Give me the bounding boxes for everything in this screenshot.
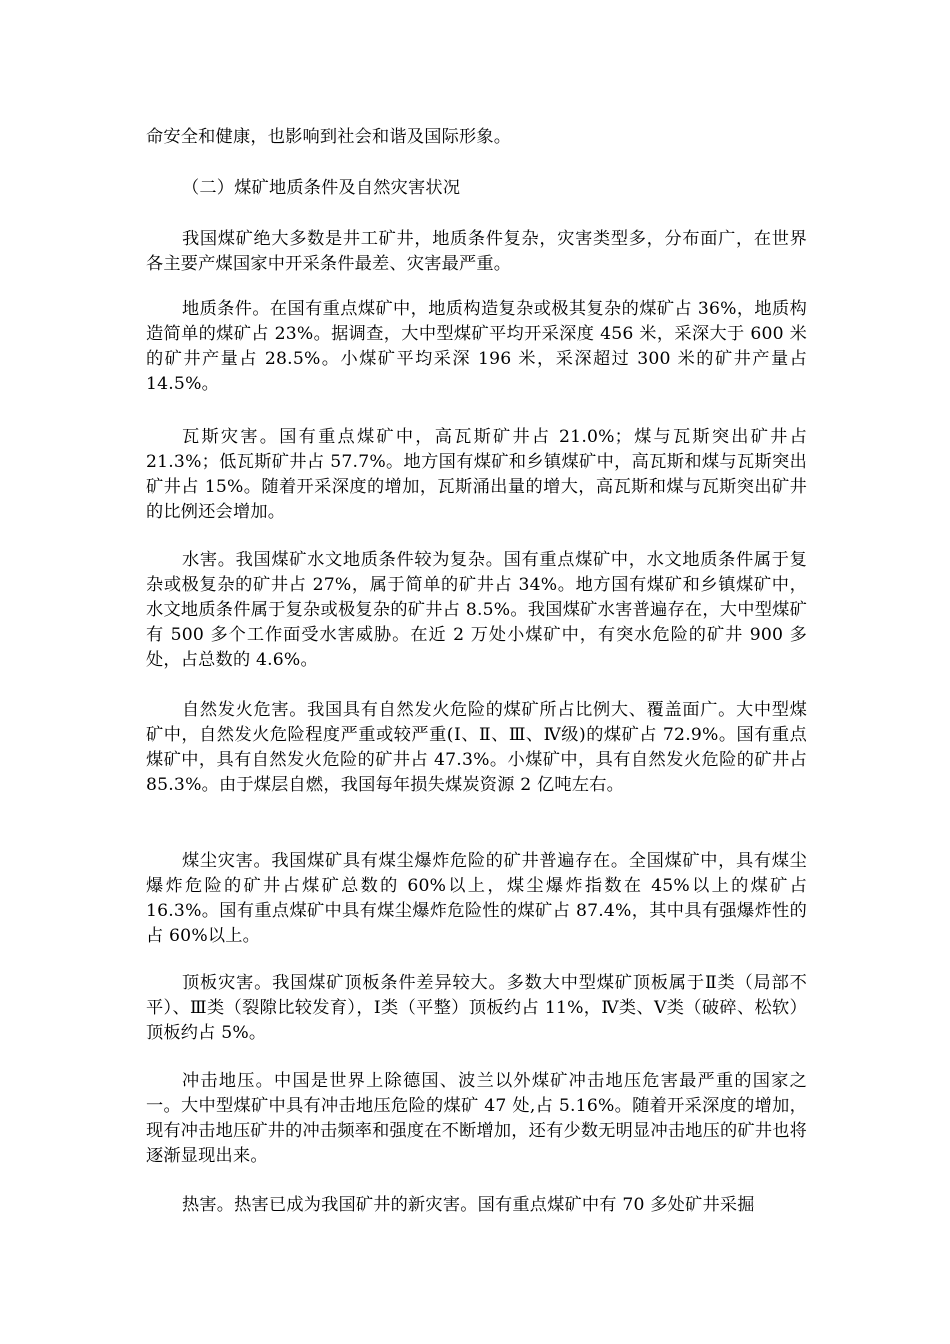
paragraph-continuation: 命安全和健康，也影响到社会和谐及国际形象。 [146,127,512,147]
paragraph-gas: 瓦斯灾害。国有重点煤矿中，高瓦斯矿井占 21.0%；煤与瓦斯突出矿井占 21.3%；低瓦斯矿井占 57.7%。地方国有煤矿和乡镇煤矿中，高瓦斯和煤与瓦斯突出矿井占 15%。随着开采深度的增加，瓦斯涌出量的增大，高瓦斯和煤与瓦斯突出矿井的比例还会增加。 [146,427,807,522]
section-heading: （二）煤矿地质条件及自然灾害状况 [182,178,461,198]
paragraph-heat: 热害。热害已成为我国矿井的新灾害。国有重点煤矿中有 70 多处矿井采掘 [182,1195,755,1215]
paragraph-water: 水害。我国煤矿水文地质条件较为复杂。国有重点煤矿中，水文地质条件属于复杂或极复杂的矿井占 27%，属于简单的矿井占 34%。地方国有煤矿和乡镇煤矿中，水文地质条件属于复杂或极复杂的矿井占 8.5%。我国煤矿水害普遍存在，大中型煤矿有 500 多个工作面受水害威胁。在近 2 万处小煤矿中，有突水危险的矿井 900 多处，占总数的 4.6%。 [146,550,807,670]
paragraph-rockburst: 冲击地压。中国是世界上除德国、波兰以外煤矿冲击地压危害最严重的国家之一。大中型煤矿中具有冲击地压危险的煤矿 47 处,占 5.16%。随着开采深度的增加，现有冲击地压矿井的冲击频率和强度在不断增加，还有少数无明显冲击地压的矿井也将逐渐显现出来。 [146,1071,807,1166]
paragraph-fire: 自然发火危害。我国具有自然发火危险的煤矿所占比例大、覆盖面广。大中型煤矿中，自然发火危险程度严重或较严重(Ⅰ、Ⅱ、Ⅲ、Ⅳ级)的煤矿占 72.9%。国有重点煤矿中，具有自然发火危险的矿井占 47.3%。小煤矿中，具有自然发火危险的矿井占 85.3%。由于煤层自燃，我国每年损失煤炭资源 2 亿吨左右。 [146,700,807,795]
paragraph-geology: 地质条件。在国有重点煤矿中，地质构造复杂或极其复杂的煤矿占 36%，地质构造简单的煤矿占 23%。据调查，大中型煤矿平均开采深度 456 米，采深大于 600 米的矿井产量占 28.5%。小煤矿平均采深 196 米，采深超过 300 米的矿井产量占 14.5%。 [146,299,807,394]
paragraph-roof: 顶板灾害。我国煤矿顶板条件差异较大。多数大中型煤矿顶板属于Ⅱ类（局部不平）、Ⅲ类（裂隙比较发育），Ⅰ类（平整）顶板约占 11%，Ⅳ类、Ⅴ类（破碎、松软）顶板约占 5%。 [146,973,807,1043]
paragraph-dust: 煤尘灾害。我国煤矿具有煤尘爆炸危险的矿井普遍存在。全国煤矿中，具有煤尘爆炸危险的矿井占煤矿总数的 60%以上，煤尘爆炸指数在 45%以上的煤矿占 16.3%。国有重点煤矿中具有煤尘爆炸危险性的煤矿占 87.4%，其中具有强爆炸性的占 60%以上。 [146,851,807,946]
paragraph-intro: 我国煤矿绝大多数是井工矿井，地质条件复杂，灾害类型多，分布面广，在世界各主要产煤国家中开采条件最差、灾害最严重。 [146,229,807,274]
